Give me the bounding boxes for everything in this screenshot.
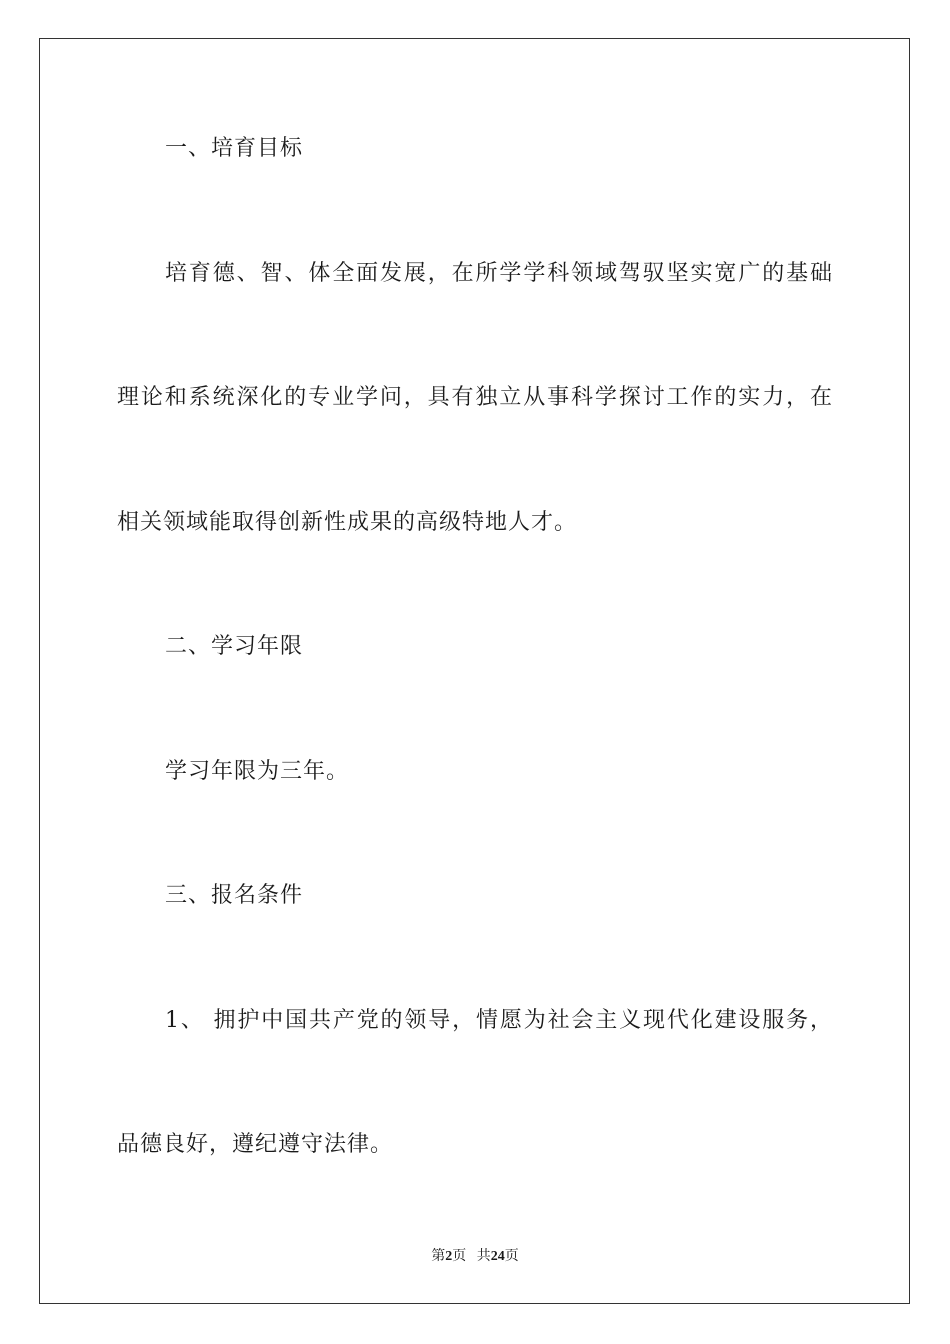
paragraph-line: 品德良好，遵纪遵守法律。 (117, 1132, 394, 1157)
paragraph-line: 学习年限为三年。 (165, 759, 350, 784)
paragraph-line: 1、 拥护中国共产党的领导，情愿为社会主义现代化建设服务， (165, 1008, 833, 1033)
page-suffix: 页 (452, 1249, 467, 1264)
total-prefix: 共 (476, 1249, 491, 1264)
paragraph-line: 培育德、智、体全面发展，在所学学科领域驾驭坚实宽广的基础 (165, 261, 833, 286)
section-heading-goals: 一、培育目标 (165, 136, 304, 161)
section-heading-duration: 二、学习年限 (165, 634, 304, 659)
page-border (39, 38, 910, 1304)
total-suffix: 页 (504, 1249, 519, 1264)
page-prefix: 第 (431, 1249, 446, 1264)
paragraph-line: 相关领域能取得创新性成果的高级特地人才。 (117, 510, 578, 535)
paragraph-line: 理论和系统深化的专业学问，具有独立从事科学探讨工作的实力，在 (117, 385, 833, 410)
page-number: 2 (445, 1249, 453, 1264)
page-footer (0, 1247, 950, 1267)
section-heading-requirements: 三、报名条件 (165, 883, 304, 908)
total-pages: 24 (490, 1249, 505, 1264)
